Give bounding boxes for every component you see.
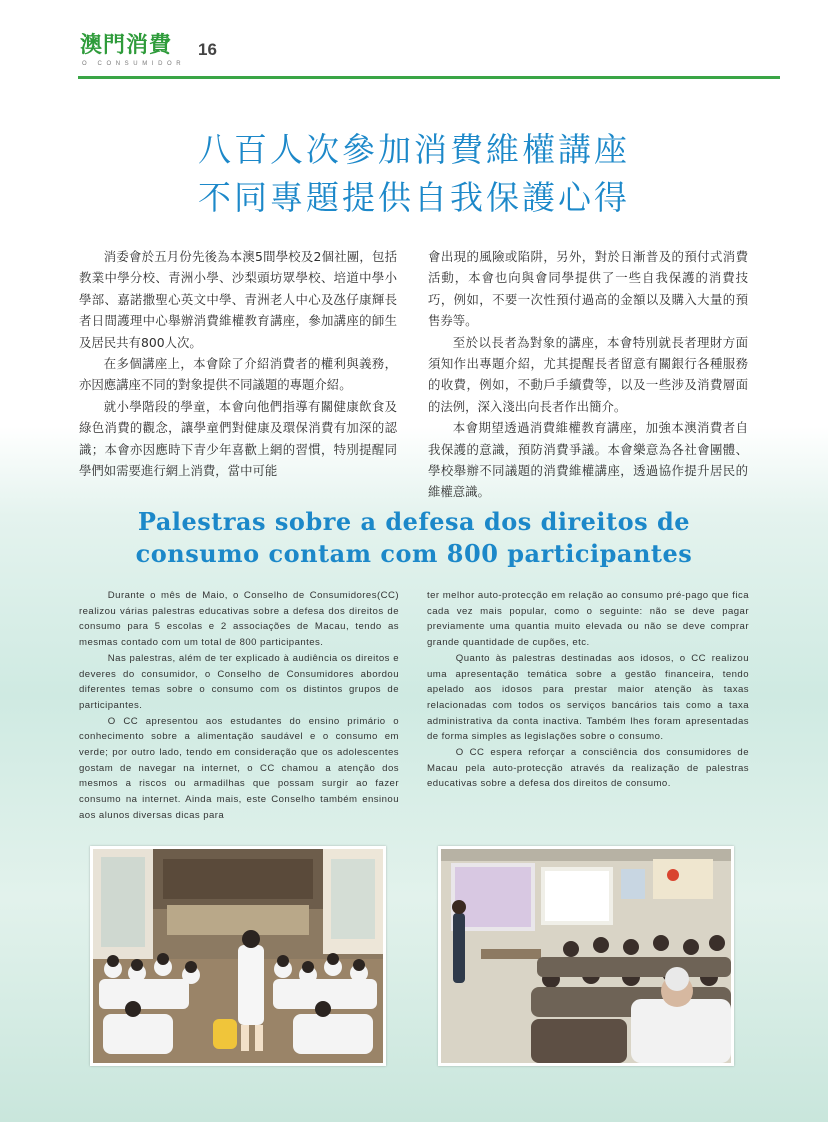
body-pt-paragraph: O CC espera reforçar a consciência dos consumidores de Macau pela auto-protecção através da realização de palestras educativas sobre a defesa dos direitos de consumo. [427,747,749,790]
headline-pt-line2: consumo contam com 800 participantes [135,539,693,568]
body-pt-right-column [427,588,749,792]
photo-elderly-audience [438,846,734,1066]
body-zh-paragraph: 本會期望透過消費維權教育講座，加強本澳消費者自我保護的意識，預防消費爭議。本會樂意為各社會團體、學校舉辦不同議題的消費維權講座，透過協作提升居民的維權意識。 [428,420,748,500]
header-divider [78,76,780,79]
body-pt-paragraph: ter melhor auto-protecção em relação ao consumo pré-pago que fica cada vez mais popular, como o seguinte: não se deve pagar previamente uma quantia muito elevada ou não se deve comprar grande quantidade de cupões, etc. [427,590,749,649]
body-zh-paragraph: 消委會於五月份先後為本澳5間學校及2個社團，包括教業中學分校、青洲小學、沙梨頭坊眾學校、培道中學小學部、嘉諾撒聖心英文中學、青洲老人中心及氹仔康輝長者日間護理中心舉辦消費維權教育講座，參加講座的師生及居民共有800人次。 [79,249,397,350]
headline-zh-line2: 不同專題提供自我保護心得 [198,178,630,217]
body-pt-paragraph: Quanto às palestras destinadas aos idosos, o CC realizou uma apresentação temática sobre a gestão financeira, tendo apelado aos idosos para prestar maior atenção às taxas relacionadas com todos os serviços bancários tais como a taxa administrativa da conta inactiva. Também lhes foram apresentadas de forma simples as legislações sobre o consumo. [427,652,749,743]
body-pt-paragraph: Nas palestras, além de ter explicado à audiência os direitos e deveres do consumidor, o Conselho de Consumidores abordou diferentes temas sobre o consumo com os distintos grupos de participantes. [79,652,399,711]
body-pt-paragraph: Durante o mês de Maio, o Conselho de Consumidores(CC) realizou várias palestras educativas sobre a defesa dos direitos de consumo para 5 escolas e 2 associações de Macau, tendo as mesmas contado com um total de 800 participantes. [79,590,399,649]
magazine-logo-subtitle: O CONSUMIDOR [82,61,186,67]
body-zh-paragraph: 就小學階段的學童，本會向他們指導有關健康飲食及綠色消費的觀念，讓學童們對健康及環保消費有加深的認識；本會亦因應時下青少年喜歡上網的習慣，特別提醒同學們如需要進行網上消費，當中可能 [79,398,397,479]
headline-zh-line1: 八百人次參加消費維權講座 [198,130,630,169]
body-zh-paragraph: 至於以長者為對象的講座，本會特別就長者理財方面須知作出專題介紹，尤其提醒長者留意有關銀行各種服務的收費，例如，不動戶手續費等，以及一些涉及消費層面的法例，深入淺出向長者作出簡介。 [428,334,748,414]
elderly-audience-image [441,849,731,1063]
photo-students-classroom [90,846,386,1066]
headline-pt-line1: Palestras sobre a defesa dos direitos de [137,507,691,536]
page-header [0,0,828,82]
page-number: 16 [198,40,217,59]
body-pt-paragraph: O CC apresentou aos estudantes do ensino primário o conhecimento sobre a alimentação saudável e o consumo em verde; por outro lado, tendo em consideração que os adolescentes gostam de navegar na internet, o CC chamou a atenção dos mesmos a riscos ou armadilhas que possam surgir ao fazer consumo na internet. Ainda mais, este Conselho também ensinou aos alunos diversas dicas para [79,715,399,821]
magazine-logo: 澳門消費 [80,33,173,58]
body-zh-left-column [79,246,397,481]
students-classroom-image [93,849,383,1063]
body-zh-paragraph: 會出現的風險或陷阱，另外，對於日漸普及的預付式消費活動，本會也向與會同學提供了一些自我保護的消費技巧，例如，不要一次性預付過高的金額以及購入大量的預售券等。 [428,249,748,329]
body-zh-paragraph: 在多個講座上，本會除了介紹消費者的權利與義務，亦因應講座不同的對象提供不同議題的專題介紹。 [79,356,397,393]
body-zh-right-column [428,246,748,503]
body-pt-left-column [79,588,399,824]
